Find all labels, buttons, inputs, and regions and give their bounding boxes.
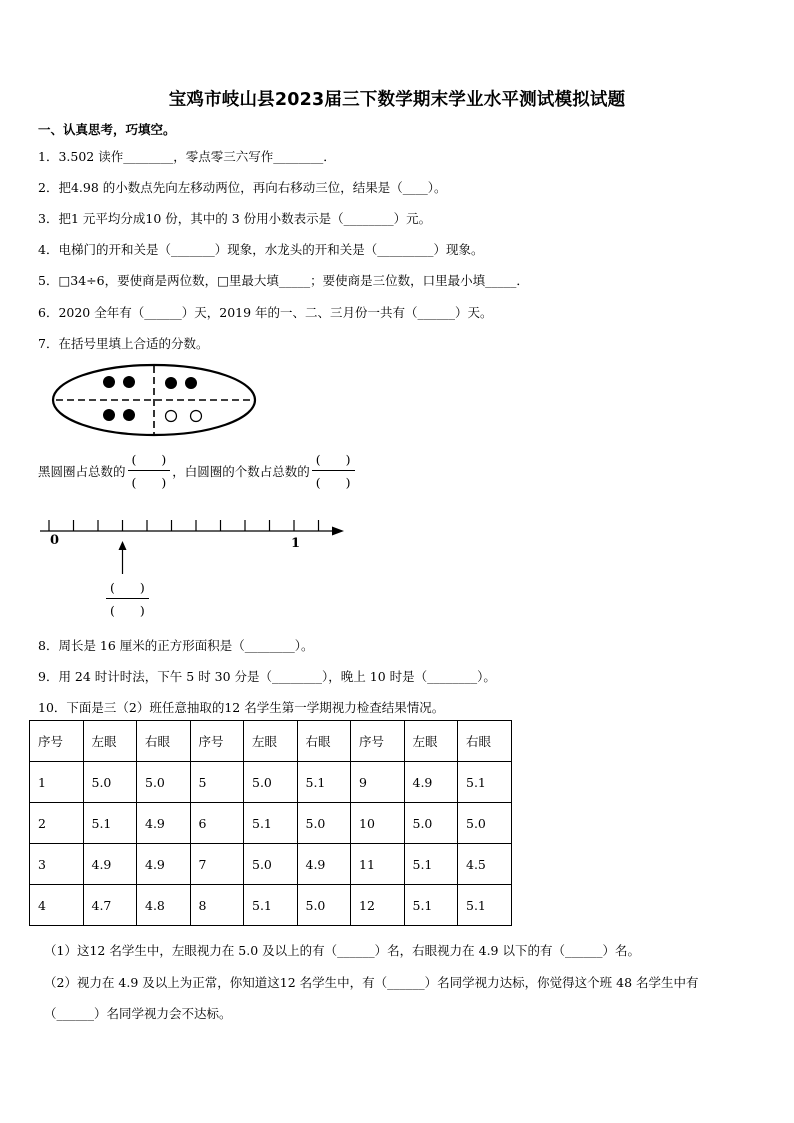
table-header-cell: 右眼 xyxy=(297,721,351,762)
table-cell: 5.0 xyxy=(458,803,512,844)
section-heading: 一、认真思考，巧填空。 xyxy=(38,122,176,137)
question-9: 9．用 24 时计时法，下午 5 时 30 分是（________），晚上 10 时是（________）。 xyxy=(38,669,496,684)
table-cell: 11 xyxy=(351,844,405,885)
table-cell: 5.0 xyxy=(244,762,298,803)
white-dots-prompt: ，白圆圈的个数占总数的 xyxy=(172,463,310,479)
table-cell: 7 xyxy=(190,844,244,885)
filled-dot xyxy=(165,377,177,389)
filled-dot xyxy=(103,376,115,388)
table-cell: 5.1 xyxy=(458,885,512,926)
table-cell: 9 xyxy=(351,762,405,803)
sub-question-1: （1）这12 名学生中，左眼视力在 5.0 及以上的有（______）名，右眼视力在 4.9 以下的有（______）名。 xyxy=(44,943,640,958)
table-row xyxy=(30,762,512,803)
fraction-numerator: ( ) xyxy=(312,450,355,471)
table-cell: 4.9 xyxy=(137,844,191,885)
table-cell: 5.0 xyxy=(297,885,351,926)
ellipse-dots-figure xyxy=(50,362,260,438)
table-cell: 1 xyxy=(30,762,84,803)
question-1: 1．3.502 读作________，零点零三六写作________． xyxy=(38,149,336,164)
table-cell: 12 xyxy=(351,885,405,926)
question-6: 6．2020 全年有（______）天，2019 年的一、二、三月份一共有（______）天。 xyxy=(38,305,493,320)
sub-question-2-continued: （______）名同学视力会不达标。 xyxy=(44,1006,232,1021)
table-cell: 4.5 xyxy=(458,844,512,885)
filled-dot xyxy=(123,376,135,388)
sub-question-2: （2）视力在 4.9 及以上为正常，你知道这12 名学生中，有（______）名同学视力达标，你觉得这个班 48 名学生中有 xyxy=(44,975,699,990)
table-header-cell: 序号 xyxy=(30,721,84,762)
table-cell: 5.0 xyxy=(137,762,191,803)
fraction-numerator: ( ) xyxy=(106,578,149,599)
question-2: 2．把4.98 的小数点先向左移动两位，再向右移动三位，结果是（____）。 xyxy=(38,180,447,195)
hollow-dot xyxy=(191,411,202,422)
table-cell: 4.8 xyxy=(137,885,191,926)
table-header-cell: 左眼 xyxy=(83,721,137,762)
table-cell: 4.9 xyxy=(137,803,191,844)
question-5: 5．□34÷6，要使商是两位数，□里最大填_____；要使商是三位数，口里最小填_____． xyxy=(38,273,529,288)
table-header-cell: 序号 xyxy=(351,721,405,762)
fraction-denominator: ( ) xyxy=(110,603,145,618)
black-dots-fraction-blank[interactable] xyxy=(128,450,171,491)
table-cell: 4.9 xyxy=(404,762,458,803)
table-cell: 5.0 xyxy=(83,762,137,803)
table-cell: 5.1 xyxy=(244,885,298,926)
table-row xyxy=(30,803,512,844)
end-label: 1 xyxy=(291,536,301,551)
fraction-sentence xyxy=(38,450,357,491)
table-header-cell: 右眼 xyxy=(458,721,512,762)
table-cell: 4 xyxy=(30,885,84,926)
table-header-cell: 左眼 xyxy=(404,721,458,762)
question-10: 10．下面是三（2）班任意抽取的12 名学生第一学期视力检查结果情况。 xyxy=(38,700,445,715)
fraction-denominator: ( ) xyxy=(315,475,351,490)
table-cell: 2 xyxy=(30,803,84,844)
page-title: 宝鸡市岐山县2023届三下数学期末学业水平测试模拟试题 xyxy=(168,90,626,110)
question-7: 7．在括号里填上合适的分数。 xyxy=(38,336,209,351)
table-cell: 5.1 xyxy=(297,762,351,803)
number-line-ticks xyxy=(49,520,319,531)
filled-dot xyxy=(123,409,135,421)
fraction-denominator: ( ) xyxy=(131,475,167,490)
table-cell: 8 xyxy=(190,885,244,926)
vision-table xyxy=(29,720,512,926)
hollow-dot xyxy=(166,411,177,422)
filled-dot xyxy=(103,409,115,421)
start-label: 0 xyxy=(50,533,60,548)
table-header-cell: 右眼 xyxy=(137,721,191,762)
number-line-fraction-blank[interactable] xyxy=(104,578,151,619)
table-cell: 5.1 xyxy=(244,803,298,844)
white-dots-fraction-blank[interactable] xyxy=(312,450,355,491)
table-cell: 4.9 xyxy=(83,844,137,885)
table-cell: 5.1 xyxy=(458,762,512,803)
fraction-numerator: ( ) xyxy=(128,450,171,471)
pointer-arrowhead xyxy=(119,541,127,550)
table-header-cell: 左眼 xyxy=(244,721,298,762)
table-header-row xyxy=(30,721,512,762)
number-line xyxy=(36,508,356,578)
table-cell: 4.7 xyxy=(83,885,137,926)
table-cell: 5 xyxy=(190,762,244,803)
table-cell: 5.1 xyxy=(404,885,458,926)
table-cell: 4.9 xyxy=(297,844,351,885)
question-8: 8．周长是 16 厘米的正方形面积是（________）。 xyxy=(38,638,314,653)
table-cell: 5.0 xyxy=(297,803,351,844)
question-4: 4．电梯门的开和关是（_______）现象，水龙头的开和关是（_________）现象。 xyxy=(38,242,484,257)
table-cell: 5.1 xyxy=(404,844,458,885)
filled-dot xyxy=(185,377,197,389)
black-dots-prompt: 黑圆圈占总数的 xyxy=(38,463,126,479)
table-header-cell: 序号 xyxy=(190,721,244,762)
table-cell: 5.0 xyxy=(244,844,298,885)
number-line-arrowhead xyxy=(332,527,344,536)
table-cell: 5.1 xyxy=(83,803,137,844)
table-cell: 6 xyxy=(190,803,244,844)
table-cell: 5.0 xyxy=(404,803,458,844)
table-cell: 10 xyxy=(351,803,405,844)
question-3: 3．把1 元平均分成10 份，其中的 3 份用小数表示是（________）元。 xyxy=(38,211,432,226)
table-cell: 3 xyxy=(30,844,84,885)
table-row xyxy=(30,885,512,926)
table-row xyxy=(30,844,512,885)
